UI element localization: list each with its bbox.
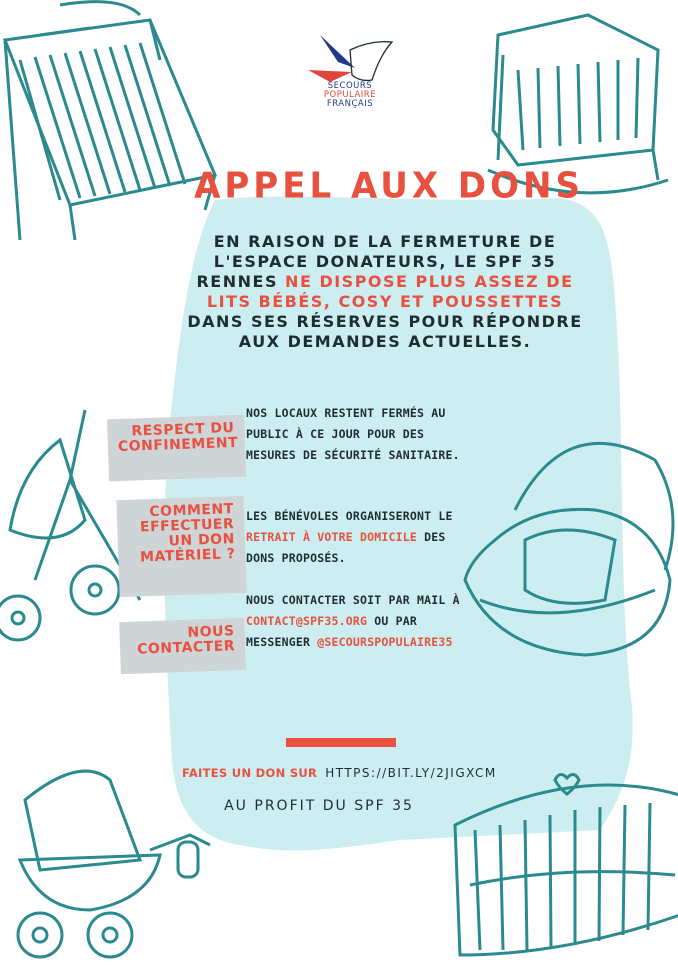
tag-contact: NOUS CONTACTER xyxy=(119,618,246,674)
logo-text xyxy=(300,82,400,109)
tag-confinement: RESPECT DU CONFINEMENT xyxy=(107,415,246,482)
crib-bars-icon xyxy=(445,755,678,965)
messenger-handle-link[interactable]: @SECOURSPOPULAIRE35 xyxy=(317,635,453,649)
intro-text-1: EN RAISON DE LA FERMETURE DE L'ESPACE DONATEURS, LE SPF 35 RENNES xyxy=(196,232,557,291)
logo-badge xyxy=(300,20,400,132)
logo-line-2: POPULAIRE xyxy=(323,90,377,100)
footer-text: AU PROFIT DU SPF 35 xyxy=(224,798,414,814)
donate-line xyxy=(182,766,497,780)
donate-label: FAITES UN DON SUR xyxy=(182,766,318,780)
divider-bar xyxy=(286,738,396,747)
info-confinement: NOS LOCAUX RESTENT FERMÉS AU PUBLIC À CE JOUR POUR DES MESURES DE SÉCURITÉ SANITAIRE. xyxy=(246,406,460,462)
logo-line-1: SECOURS xyxy=(327,81,373,91)
pram-icon xyxy=(0,760,230,960)
pickup-highlight: RETRAIT À VOTRE DOMICILE xyxy=(246,530,417,544)
donate-url-link[interactable]: HTTPS://BIT.LY/2JIGXCM xyxy=(325,766,497,780)
intro-text-2: DANS SES RÉSERVES POUR RÉPONDRE AUX DEMANDES ACTUELLES. xyxy=(187,312,583,351)
tag-how-to-donate: COMMENT EFFECTUER UN DON MATÉRIEL ? xyxy=(116,496,246,597)
intro-highlight: NE DISPOSE PLUS ASSEZ DE LITS BÉBÉS, COSY ET POUSSETTES xyxy=(206,272,574,311)
car-seat-icon xyxy=(455,430,678,670)
crib-icon xyxy=(0,0,230,270)
intro-paragraph xyxy=(185,232,585,352)
info-contact: NOUS CONTACTER SOIT PAR MAIL À CONTACT@SPF35.ORG OU PAR MESSENGER @SECOURSPOPULAIRE35 xyxy=(246,593,460,649)
contact-email-link[interactable]: CONTACT@SPF35.ORG xyxy=(246,614,368,628)
info-how-to-donate: LES BÉNÉVOLES ORGANISERONT LE RETRAIT À VOTRE DOMICILE DES DONS PROPOSÉS. xyxy=(246,509,453,565)
logo-line-3: FRANÇAIS xyxy=(326,99,374,109)
page-title: APPEL AUX DONS xyxy=(194,165,584,207)
